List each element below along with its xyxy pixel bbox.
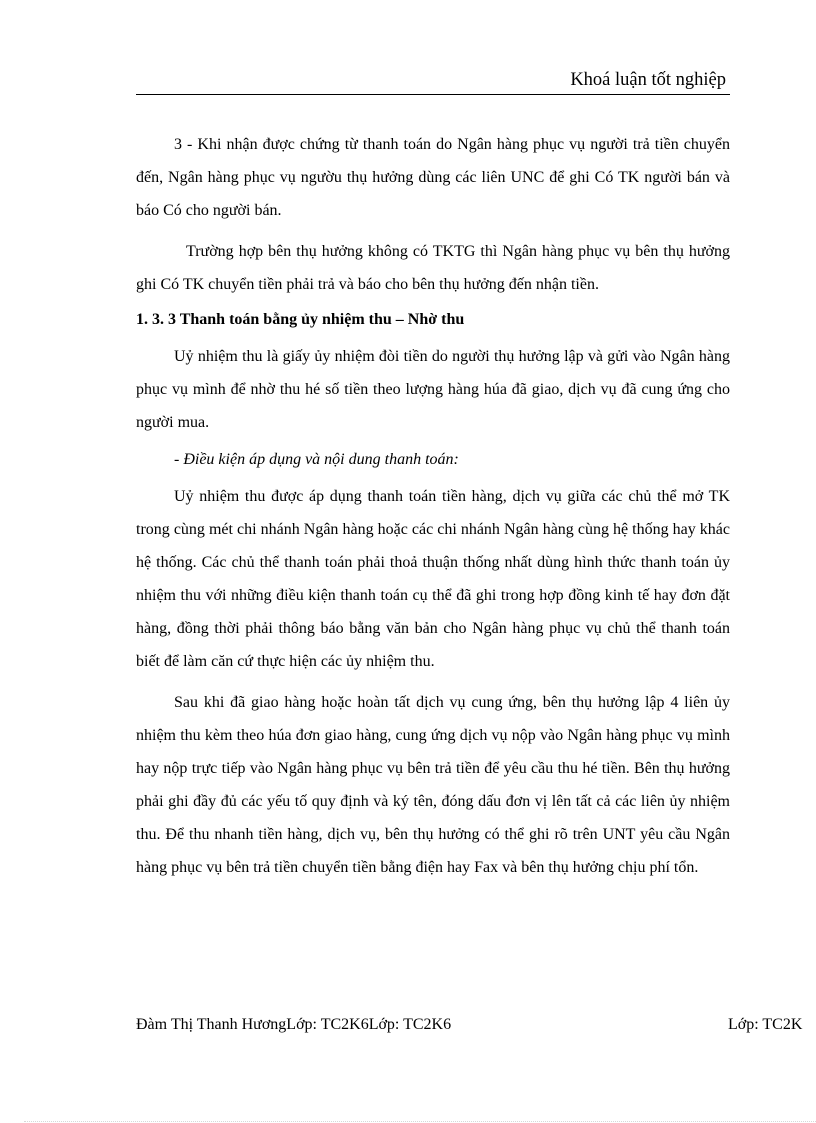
page-footer (136, 1016, 816, 1040)
page-header (136, 68, 730, 95)
document-body (136, 128, 730, 884)
paragraph-conditions: Uỷ nhiệm thu được áp dụng thanh toán tiền hàng, dịch vụ giữa các chủ thể mở TK trong cùng mét chi nhánh Ngân hàng hoặc các chi nhánh Ngân hàng cùng hệ thống hay khác hệ thống. Các chủ thể thanh toán phải thoả thuận thống nhất dùng hình thức thanh toán ủy nhiệm thu với những điều kiện thanh toán cụ thể đã ghi trong hợp đồng kinh tế hay đơn đặt hàng, đồng thời phải thông báo bằng văn bản cho Ngân hàng phục vụ chủ thể thanh toán biết để làm căn cứ thực hiện các ủy nhiệm thu. (136, 488, 730, 670)
paragraph-no-account-case: Trường hợp bên thụ hưởng không có TKTG thì Ngân hàng phục vụ bên thụ hưởng ghi Có TK chuyển tiền phải trả và báo cho bên thụ hưởng đến nhận tiền. (136, 243, 730, 293)
paragraph-unc-step-3: 3 - Khi nhận được chứng từ thanh toán do Ngân hàng phục vụ người trả tiền chuyển đến, Ngân hàng phục vụ ngườu thụ hưởng dùng các liên UNC để ghi Có TK người bán và báo Có cho người bán. (136, 136, 730, 219)
page-bottom-divider (24, 1121, 816, 1122)
footer-class: Lớp: TC2K (728, 1016, 803, 1033)
paragraph-procedure: Sau khi đã giao hàng hoặc hoàn tất dịch vụ cung ứng, bên thụ hưởng lập 4 liên ủy nhiệm thu kèm theo húa đơn giao hàng, cung ứng dịch vụ nộp vào Ngân hàng phục vụ mình hay nộp trực tiếp vào Ngân hàng phục vụ bên trả tiền để yêu cầu thu hé tiền. Bên thụ hưởng phải ghi đầy đủ các yếu tố quy định và ký tên, đóng dấu đơn vị lên tất cả các liên ủy nhiệm thu. Để thu nhanh tiền hàng, dịch vụ, bên thụ hưởng có thể ghi rõ trên UNT yêu cầu Ngân hàng phục vụ bên trả tiền chuyển tiền bằng điện hay Fax và bên thụ hưởng chịu phí tổn. (136, 694, 730, 876)
header-title: Khoá luận tốt nghiệp (570, 70, 726, 90)
footer-author-class: Đàm Thị Thanh HươngLớp: TC2K6Lớp: TC2K6 (136, 1016, 452, 1033)
paragraph-definition: Uỷ nhiệm thu là giấy ủy nhiệm đòi tiền do người thụ hưởng lập và gửi vào Ngân hàng phục vụ mình để nhờ thu hé số tiền theo lượng hàng húa đã giao, dịch vụ đã cung ứng cho người mua. (136, 348, 730, 431)
section-heading: 1. 3. 3 Thanh toán bằng ủy nhiệm thu – Nhờ thu (136, 311, 465, 328)
subheading-conditions: - Điều kiện áp dụng và nội dung thanh toán: (174, 451, 459, 468)
